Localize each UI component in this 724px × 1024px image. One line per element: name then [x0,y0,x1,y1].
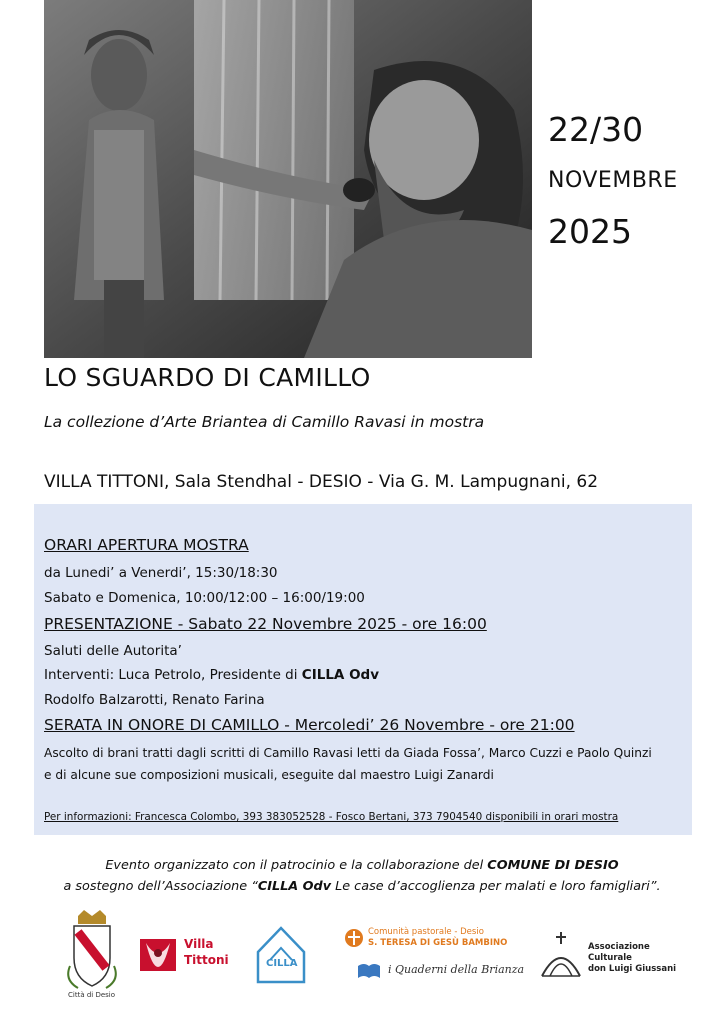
hours-weekend: Sabato e Domenica, 10:00/12:00 – 16:00/19:00 [44,590,365,606]
parish-logo [344,928,520,950]
info-panel [34,504,692,835]
support-suffix: Le case d’accoglienza per malati e loro famigliari”. [331,879,661,894]
parish-logo-line1: Comunità pastorale - Desio [368,927,484,937]
hours-weekdays: da Lunedi’ a Venerdi’, 15:30/18:30 [44,565,278,581]
giussani-association-logo [538,930,678,982]
villa-logo-line2: Tittoni [184,953,229,967]
assoc-logo-line1: Associazione [588,942,650,952]
exhibition-title: LO SGUARDO DI CAMILLO [44,363,371,392]
organizer-name: COMUNE DI DESIO [487,858,619,873]
house-icon [252,922,310,988]
speakers-line [44,667,379,683]
church-cross-icon [538,930,584,980]
organizer-line-1 [0,858,724,873]
evening-heading: SERATA IN ONORE DI CAMILLO - Mercoledi’ 26 Novembre - ore 21:00 [44,716,575,734]
venue-address: VILLA TITTONI, Sala Stendhal - DESIO - Via G. M. Lampugnani, 62 [44,472,599,492]
date-range: 22/30 [548,110,644,149]
assoc-logo-line2: Culturale [588,953,632,963]
cilla-logo-label: CILLA [266,958,298,969]
parish-logo-line2: S. TERESA DI GESÙ BAMBINO [368,938,508,948]
quaderni-logo-label: i Quaderni della Brianza [388,963,525,976]
support-org: CILLA Odv [257,879,332,894]
quaderni-logo [356,962,525,982]
greetings: Saluti delle Autorita’ [44,643,182,659]
date-year: 2025 [548,212,632,251]
cilla-logo [252,922,310,988]
speakers-line-2: Rodolfo Balzarotti, Renato Farina [44,692,265,708]
hours-heading: ORARI APERTURA MOSTRA [44,536,249,554]
villa-tittoni-mark-icon [136,933,180,977]
desio-coat-of-arms-logo [64,910,120,1000]
photo-illustration [44,0,532,358]
book-icon [356,962,382,980]
support-prefix: a sostegno dell’Associazione “ [63,879,258,894]
contact-info: Per informazioni: Francesca Colombo, 393 383052528 - Fosco Bertani, 373 7904540 disponibili in orari mostra [44,811,619,823]
villa-tittoni-logo [136,933,230,977]
desio-logo-label: Città di Desio [68,991,116,999]
organizer-prefix: Evento organizzato con il patrocinio e la collaborazione del [105,858,488,873]
speakers-prefix: Interventi: Luca Petrolo, Presidente di [44,667,302,683]
presentation-heading: PRESENTAZIONE - Sabato 22 Novembre 2025 - ore 16:00 [44,615,487,633]
exhibition-subtitle: La collezione d’Arte Briantea di Camillo Ravasi in mostra [44,413,485,431]
villa-logo-line1: Villa [184,937,214,951]
exhibition-photo [44,0,532,358]
evening-description-2: e di alcune sue composizioni musicali, eseguite dal maestro Luigi Zanardi [44,768,494,782]
date-month: NOVEMBRE [548,168,678,193]
evening-description-1: Ascolto di brani tratti dagli scritti di Camillo Ravasi letti da Giada Fossa’, Marco Cuzzi e Paolo Quinzi [44,746,652,760]
sun-cross-icon [344,928,364,948]
speakers-org: CILLA Odv [301,667,380,683]
shield-icon [64,910,120,990]
organizer-line-2 [0,879,724,894]
assoc-logo-line3: don Luigi Giussani [588,964,677,974]
